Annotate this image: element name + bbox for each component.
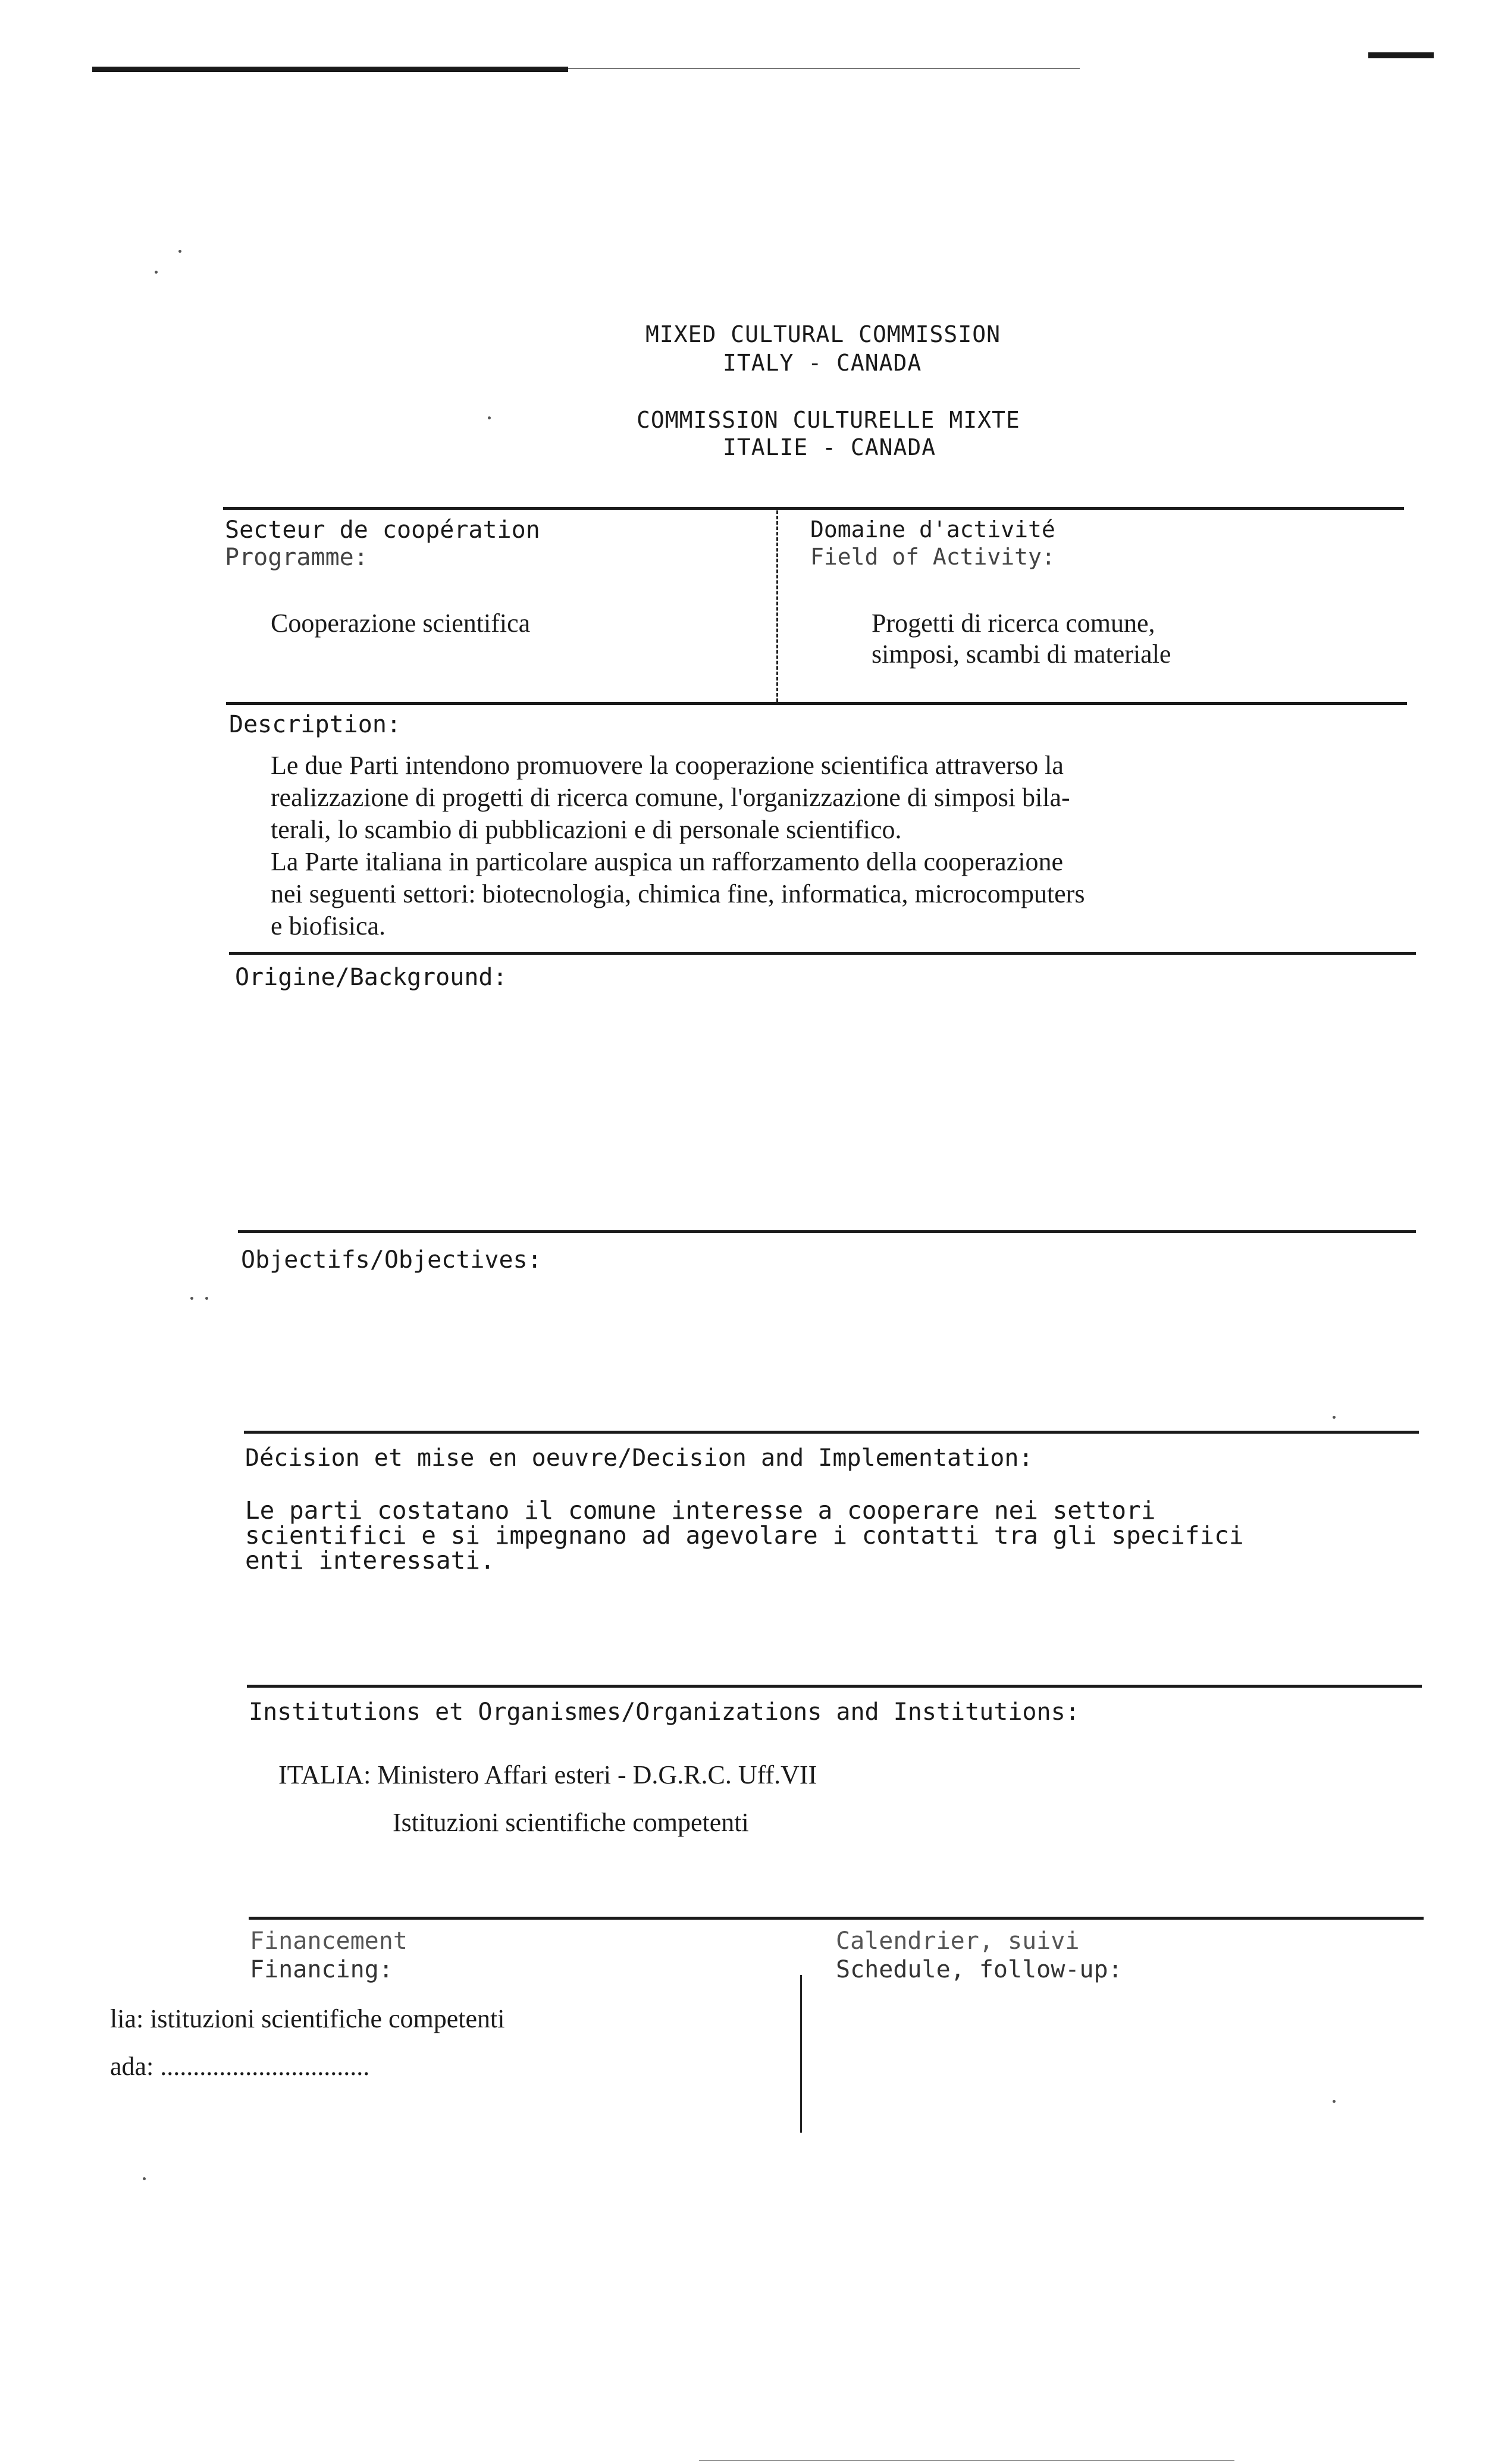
financing-schedule-divider <box>800 1975 804 2133</box>
institutions-line-italia: ITALIA: Ministero Affari esteri - D.G.R.C. Uff.VII <box>278 1760 817 1789</box>
financing-label-en: Financing: <box>250 1956 393 1983</box>
institutions-bottom-rule <box>249 1917 1424 1920</box>
description-line: La Parte italiana in particolare auspica un rafforzamento della cooperazione <box>271 847 1063 876</box>
bottom-scan-rule <box>699 2460 1234 2461</box>
description-line: nei seguenti settori: biotecnologia, chimica fine, informatica, microcomputers <box>271 879 1085 908</box>
sector-bottom-rule <box>226 702 1407 705</box>
background-label: Origine/Background: <box>235 964 507 991</box>
schedule-label-en: Schedule, follow-up: <box>836 1956 1123 1983</box>
description-line: realizzazione di progetti di ricerca comune, l'organizzazione di simposi bila- <box>271 783 1070 812</box>
header-title-fr-line1: COMMISSION CULTURELLE MIXTE <box>637 407 1020 433</box>
description-line: Le due Parti intendono promuovere la cooperazione scientifica attraverso la <box>271 751 1064 780</box>
top-scan-rule <box>92 67 568 72</box>
field-value-line2: simposi, scambi di materiale <box>872 639 1171 669</box>
header-country-fr <box>723 434 936 460</box>
institutions-label: Institutions et Organismes/Organizations and Institutions: <box>249 1698 1080 1726</box>
field-label-en: Field of Activity: <box>810 544 1055 570</box>
header-title-fr-line2: ITALIE - CANADA <box>723 434 936 460</box>
description-bottom-rule <box>229 952 1416 955</box>
speck <box>155 271 158 274</box>
header-title-fr <box>637 407 1020 433</box>
financing-label-fr: Financement <box>250 1927 408 1955</box>
sector-top-rule <box>223 507 1404 510</box>
top-right-scan-mark <box>1368 52 1434 58</box>
speck <box>1333 1416 1336 1419</box>
header-country-en <box>723 350 922 376</box>
decision-text <box>245 1498 1244 1573</box>
field-value-line1: Progetti di ricerca comune, <box>872 609 1155 638</box>
decision-line: enti interessati. <box>245 1546 495 1575</box>
sector-label-fr: Secteur de coopération <box>225 516 540 544</box>
schedule-label-fr: Calendrier, suivi <box>836 1927 1080 1955</box>
header-title-en-line2: ITALY - CANADA <box>723 350 922 376</box>
top-scan-rule-faint <box>568 68 1080 69</box>
description-label: Description: <box>229 711 401 738</box>
description-line: terali, lo scambio di pubblicazioni e di personale scientifico. <box>271 815 902 844</box>
header-title-en <box>645 321 1001 347</box>
background-bottom-rule <box>238 1230 1416 1233</box>
description-line: e biofisica. <box>271 911 386 941</box>
decision-bottom-rule <box>247 1685 1422 1688</box>
decision-label: Décision et mise en oeuvre/Decision and Implementation: <box>245 1444 1033 1472</box>
speck <box>143 2177 146 2180</box>
objectives-label: Objectifs/Objectives: <box>241 1246 542 1274</box>
sector-value: Cooperazione scientifica <box>271 609 531 638</box>
description-text <box>271 750 1389 942</box>
header-title-en-line1: MIXED CULTURAL COMMISSION <box>645 321 1001 347</box>
speck <box>205 1297 208 1300</box>
speck <box>190 1297 193 1300</box>
financing-line-italia: lia: istituzioni scientifiche competenti <box>110 2004 505 2033</box>
speck <box>1333 2100 1336 2103</box>
decision-line: Le parti costatano il comune interesse a cooperare nei settori <box>245 1496 1156 1525</box>
sector-field-divider <box>776 510 780 702</box>
decision-line: scientifici e si impegnano ad agevolare i contatti tra gli specifici <box>245 1521 1244 1550</box>
institutions-line-competent: Istituzioni scientifiche competenti <box>393 1808 749 1837</box>
speck <box>178 250 181 253</box>
field-label-fr: Domaine d'activité <box>810 516 1055 543</box>
financing-line-canada: ada: ................................ <box>110 2052 370 2081</box>
objectives-bottom-rule <box>244 1431 1419 1434</box>
speck <box>488 416 491 419</box>
sector-label-en: Programme: <box>225 544 368 571</box>
